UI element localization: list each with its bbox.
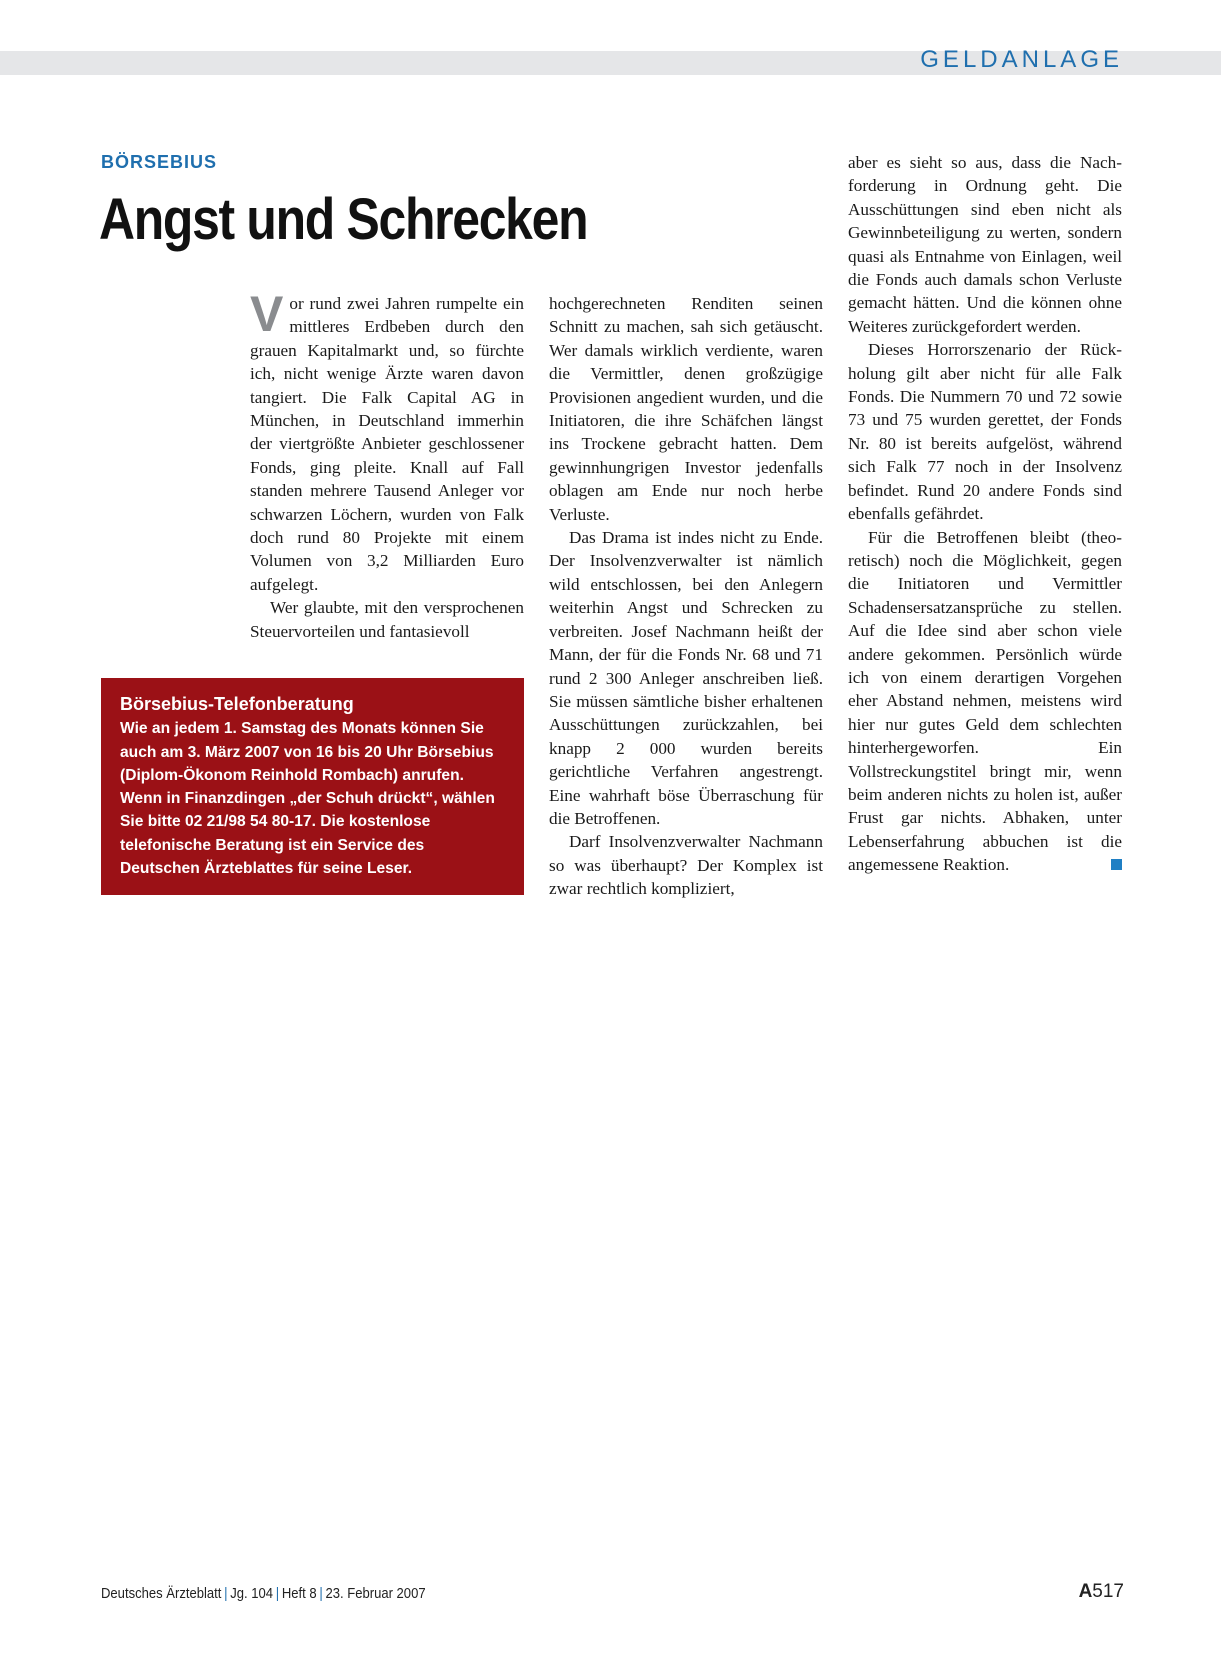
article-column-3 [848,151,1122,877]
infobox-body: Wie an jedem 1. Samstag des Monats können Sie auch am 3. März 2007 von 16 bis 20 Uhr Börsebius (Diplom-Ökonom Reinhold Rombach) anrufen. Wenn in Finanzdingen „der Schuh drückt“, wählen Sie bitte 02 21/98 54 80-17. Die kostenlose telefonische Beratung ist ein Service des Deutschen Ärzteblattes für seine Leser. [120,720,495,878]
article-column-1 [250,286,524,643]
hotline-infobox [101,678,524,895]
separator: | [275,1586,280,1602]
paragraph: Wer glaubte, mit den versprochenen Steuervorteilen und fantasievoll [250,598,524,641]
paragraph: aber es sieht so aus, dass die Nachforderung in Ordnung geht. Die Ausschüttungen sind eben nicht als Gewinnbeteiligung zu werten, sondern quasi als Entnahme von Einlagen, weil die Fonds auch damals schon Verluste gemacht hätten. Und die können ohne Weiteres zurückgefordert werden. [848,153,1122,336]
page-number-value: 517 [1092,1581,1124,1602]
paragraph [848,526,1122,877]
paragraph-text: or rund zwei Jahren rumpelte ein mittleres Erdbeben durch den grauen Kapitalmarkt und, so fürchte ich, nicht wenige Ärzte waren davon tangiert. Die Falk Capital AG in München, in Deutschland immerhin der viertgrößte Anbieter geschlossener Fonds, ging pleite. Knall auf Fall standen mehrere Tausend Anleger vor schwarzen Löchern, wurden von Falk doch rund 80 Projekte mit einem Volumen von 3,2 Milliarden Euro aufgelegt. [250,294,524,594]
footer-citation [101,1586,426,1602]
footer-issue: Heft 8 [281,1586,317,1602]
separator: | [319,1586,323,1602]
paragraph-text: Für die Betroffenen bleibt (theoretisch) noch die Möglichkeit, gegen die Initiatoren und Vermittler Schadensersatzansprüche zu stellen. Auf die Idee sind aber schon viele andere gekommen. Persönlich würde ich von einem derartigen Vorgehen eher Abstand nehmen, meistens wird hier nur gutes Geld dem schlechten hinterhergeworfen. Ein Vollstreckungstitel bringt mir, wenn beim anderen nichts zu holen ist, außer Frust gar nichts. Abhaken, unter Lebenserfahrung abbuchen ist die angemessene Reaktion. [848,527,1122,875]
section-label: GELDANLAGE [920,46,1123,73]
footer-date: 23. Februar 2007 [325,1586,426,1602]
page-number [1079,1581,1124,1603]
article-kicker: BÖRSEBIUS [101,152,218,172]
infobox-title: Börsebius-Telefonberatung [120,694,354,714]
end-mark-icon [1111,859,1122,870]
paragraph: Das Drama ist indes nicht zu Ende. Der Insolvenzverwalter ist nämlich wild entschlossen, bei den Anlegern weiterhin Angst und Schrecken zu verbreiten. Josef Nachmann heißt der Mann, der für die Fonds Nr. 68 und 71 rund 2 300 Anleger anschreiben ließ. Sie müssen sämtliche bisher erhaltenen Ausschüttungen zurückzahlen, bei knapp 2 000 wurden bereits gerichtliche Verfahren angestrengt. Eine wahrhaft böse Überraschung für die Betroffenen. [549,528,823,828]
separator: | [224,1586,228,1602]
footer-volume: Jg. 104 [230,1586,274,1602]
paragraph: Darf Insolvenzverwalter Nachmann so was überhaupt? Der Komplex ist zwar rechtlich kompliziert, [549,832,823,899]
paragraph: Dieses Horrorszenario der Rückholung gilt aber nicht für alle Falk Fonds. Die Nummern 70 und 72 sowie 73 und 75 wurden gerettet, der Fonds Nr. 80 ist bereits aufgelöst, während sich Falk 77 noch in der Insolvenz befindet. Rund 20 andere Fonds sind ebenfalls gefährdet. [848,340,1122,524]
page-prefix: A [1078,1581,1093,1602]
article-column-2 [549,292,823,901]
drop-cap: V [250,286,284,342]
article-headline: Angst und Schrecken [99,187,588,252]
paragraph [250,286,524,596]
paragraph: hochgerechneten Renditen seinen Schnitt zu machen, sah sich getäuscht. Wer damals wirklich verdiente, waren die Vermittler, denen großzügige Provisionen angedient wurden, und die Initiatoren, die ihre Schäfchen längst ins Trockene gebracht hatten. Dem gewinnhungrigen Investor jedenfalls oblagen am Ende nur noch herbe Verluste. [549,294,823,524]
footer-journal: Deutsches Ärzteblatt [101,1586,222,1602]
